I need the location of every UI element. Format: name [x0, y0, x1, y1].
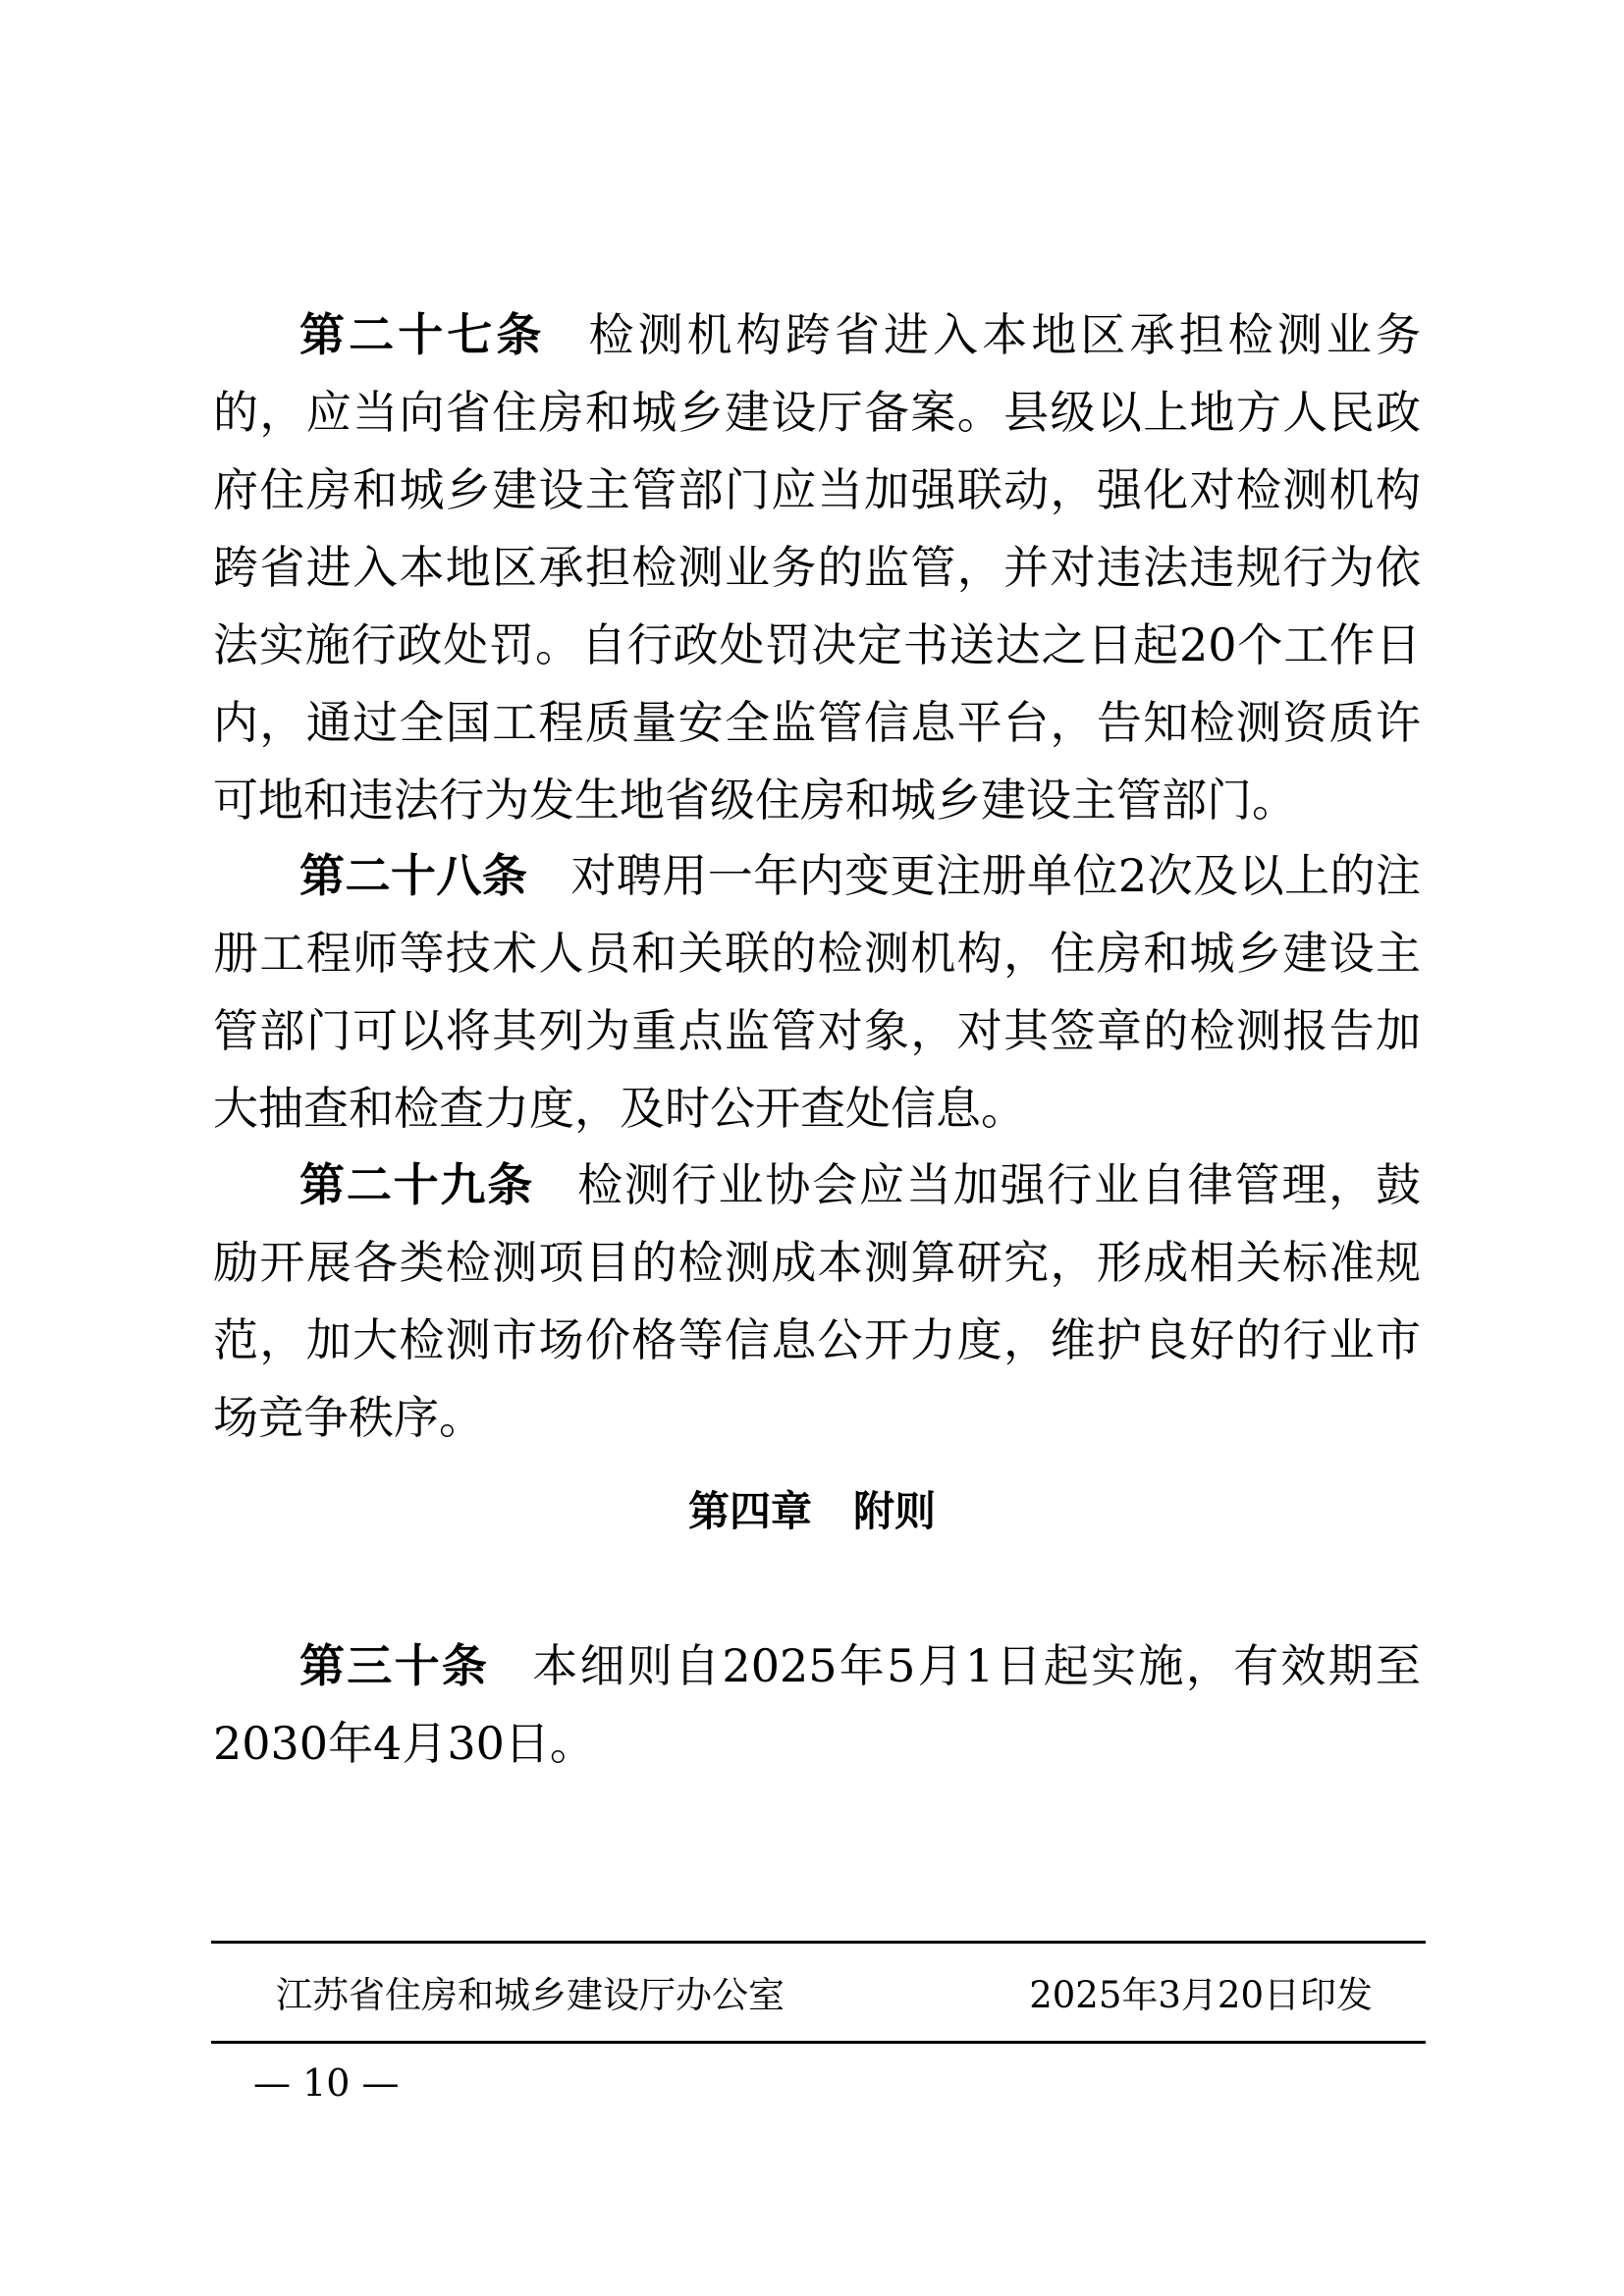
article-heading: 第三十条 [299, 1639, 490, 1692]
footer-top-rule [211, 1941, 1426, 1944]
article-29 [213, 1147, 1421, 1457]
article-heading: 第二十八条 [299, 849, 528, 902]
article-body: 检测机构跨省进入本地区承担检测业务的，应当向省住房和城乡建设厅备案。县级以上地方人民政府住房和城乡建设主管部门应当加强联动，强化对检测机构跨省进入本地区承担检测业务的监管，并对违法违规行为依法实施行政处罚。自行政处罚决定书送达之日起20个工作日内，通过全国工程质量安全监管信息平台，告知检测资质许可地和违法行为发生地省级住房和城乡建设主管部门。 [213, 308, 1422, 827]
footer-row [0, 1966, 1624, 2025]
page-number: — 10 — [253, 2061, 400, 2105]
issue-date: 2025年3月20日印发 [1029, 1974, 1373, 2016]
issuing-office: 江苏省住房和城乡建设厅办公室 [276, 1974, 785, 2016]
article-body: 对聘用一年内变更注册单位2次及以上的注册工程师等技术人员和关联的检测机构，住房和城乡建设主管部门可以将其列为重点监管对象，对其签章的检测报告加大抽查和检查力度，及时公开查处信息。 [213, 849, 1421, 1135]
footer-bottom-rule [211, 2041, 1426, 2044]
article-30 [213, 1628, 1421, 1783]
article-heading: 第二十七条 [299, 308, 546, 361]
article-heading: 第二十九条 [299, 1158, 535, 1211]
article-body: 本细则自2025年5月1日起实施，有效期至2030年4月30日。 [213, 1639, 1421, 1770]
article-body: 检测行业协会应当加强行业自律管理，鼓励开展各类检测项目的检测成本测算研究，形成相关标准规范，加大检测市场价格等信息公开力度，维护良好的行业市场竞争秩序。 [213, 1158, 1422, 1444]
chapter-title: 第四章 附则 [687, 1487, 936, 1535]
article-28 [213, 837, 1421, 1148]
article-27 [213, 296, 1421, 839]
